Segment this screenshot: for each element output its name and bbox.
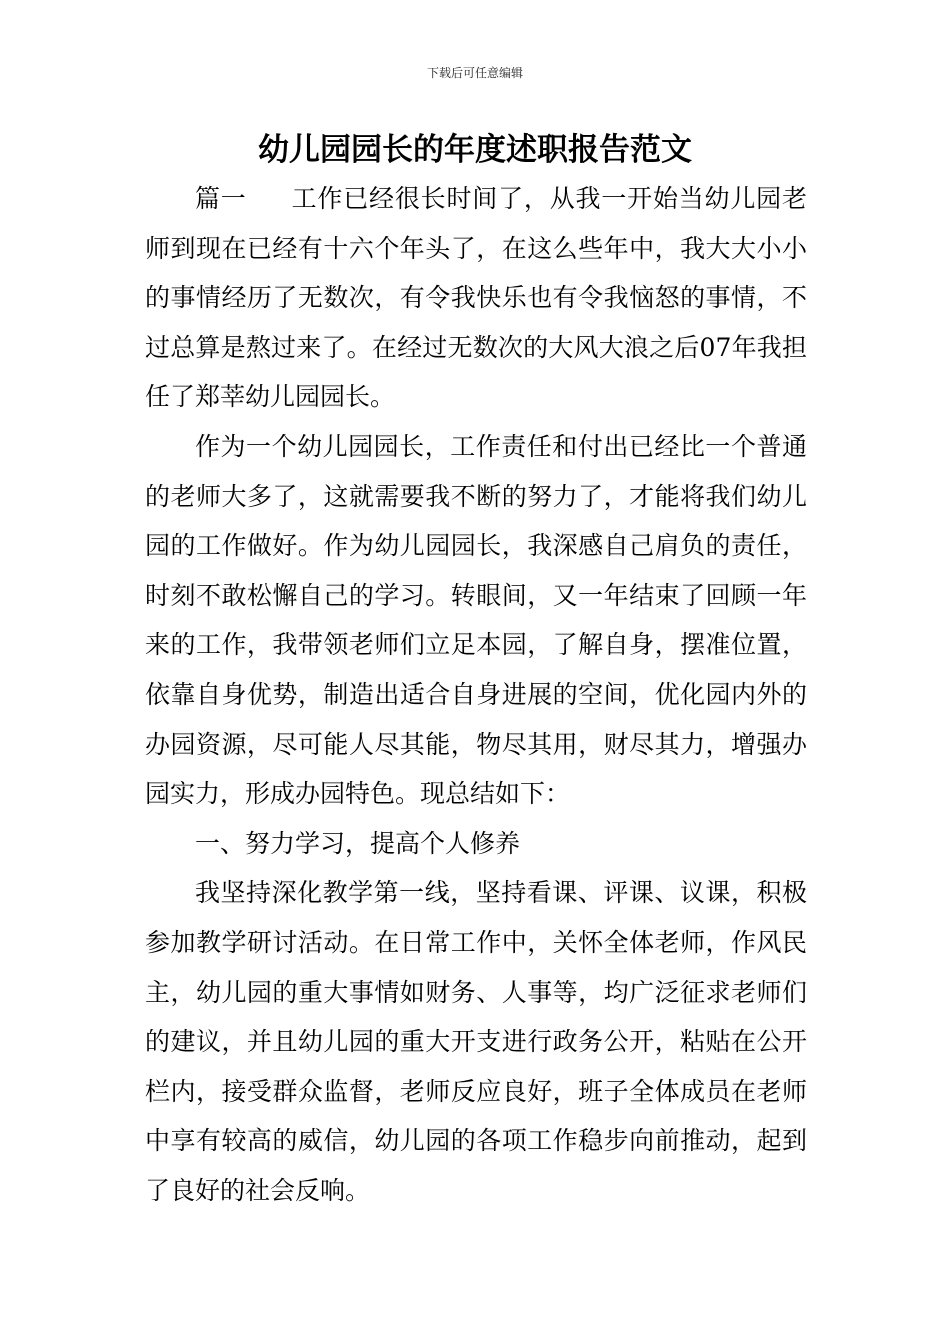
paragraph-1: [145, 174, 807, 422]
paragraph-1-text: 工作已经很长时间了，从我一开始当幼儿园老师到现在已经有十六个年头了，在这么些年中，我大大小小的事情经历了无数次，有令我快乐也有令我恼怒的事情，不过总算是熬过来了。在经过无数次的大风大浪之后07年我担任了郑莘幼儿园园长。: [145, 184, 807, 412]
document-title: 幼儿园园长的年度述职报告范文: [258, 132, 692, 168]
document-body: [145, 174, 807, 1215]
section-heading-1: 一、努力学习，提高个人修养: [195, 828, 521, 858]
paragraph-2: 作为一个幼儿园园长，工作责任和付出已经比一个普通的老师大多了，这就需要我不断的努力了，才能将我们幼儿园的工作做好。作为幼儿园园长，我深感自己肩负的责任，时刻不敢松懈自己的学习。转眼间，又一年结束了回顾一年来的工作，我带领老师们立足本园，了解自身，摆准位置，依靠自身优势，制造出适合自身进展的空间，优化园内外的办园资源，尽可能人尽其能，物尽其用，财尽其力，增强办园实力，形成办园特色。现总结如下：: [145, 431, 807, 809]
section-label-part-one: 篇一: [195, 184, 247, 213]
page-header-note: 下载后可任意编辑: [426, 66, 523, 80]
paragraph-3: 我坚持深化教学第一线，坚持看课、评课、议课，积极参加教学研讨活动。在日常工作中，关怀全体老师，作风民主，幼儿园的重大事情如财务、人事等，均广泛征求老师们的建议，并且幼儿园的重大开支进行政务公开，粘贴在公开栏内，接受群众监督，老师反应良好，班子全体成员在老师中享有较高的威信，幼儿园的各项工作稳步向前推动，起到了良好的社会反响。: [145, 878, 807, 1205]
